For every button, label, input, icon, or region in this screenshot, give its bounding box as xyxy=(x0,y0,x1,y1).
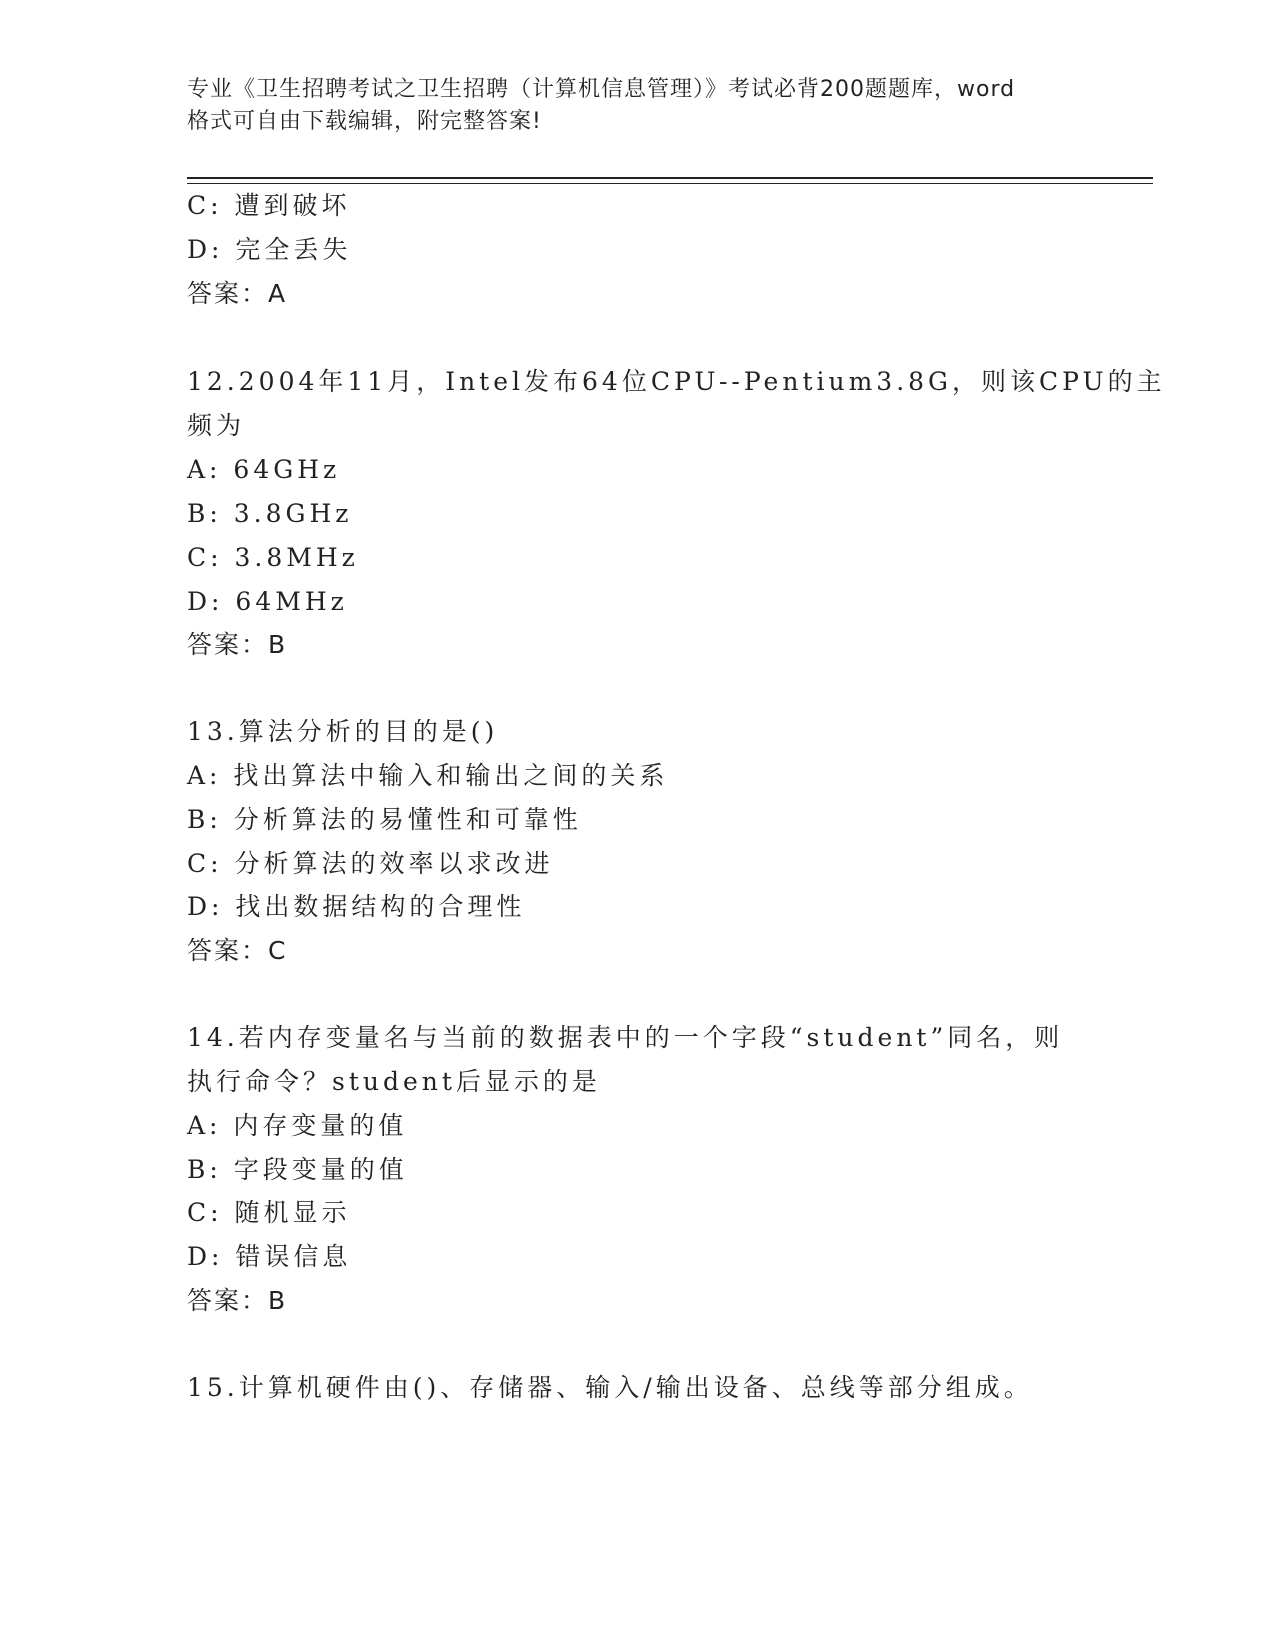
header-divider-thin xyxy=(187,183,1153,184)
q11-option-c: C: 遭到破坏 xyxy=(187,191,351,220)
document-header xyxy=(187,74,1087,138)
q13-question: 13.算法分析的目的是() xyxy=(187,717,499,746)
q11-answer: 答案：A xyxy=(187,279,288,308)
q13-option-a: A: 找出算法中输入和输出之间的关系 xyxy=(187,761,669,790)
q12-option-a: A: 64GHz xyxy=(187,455,341,484)
q13-answer: 答案：C xyxy=(187,936,288,965)
header-divider-thick xyxy=(187,177,1153,179)
q14-answer: 答案：B xyxy=(187,1286,288,1315)
q12-option-d: D: 64MHz xyxy=(187,587,348,616)
q11-option-d: D: 完全丢失 xyxy=(187,235,352,264)
q12-question-line-1: 12.2004年11月，Intel发布64位CPU--Pentium3.8G，则该CPU的主 xyxy=(187,367,1166,396)
q12-option-b: B: 3.8GHz xyxy=(187,499,353,528)
q14-question-line-2: 执行命令？student后显示的是 xyxy=(187,1067,601,1096)
q14-option-b: B: 字段变量的值 xyxy=(187,1155,408,1184)
header-line-1: 专业《卫生招聘考试之卫生招聘（计算机信息管理）》考试必背200题题库，word xyxy=(187,77,1016,102)
q15-question: 15.计算机硬件由()、存储器、输入/输出设备、总线等部分组成。 xyxy=(187,1373,1033,1402)
q13-option-b: B: 分析算法的易懂性和可靠性 xyxy=(187,805,582,834)
q12-question-line-2: 频为 xyxy=(187,411,246,440)
header-line-2: 格式可自由下载编辑，附完整答案! xyxy=(187,109,542,134)
q12-answer: 答案：B xyxy=(187,630,288,659)
q13-option-d: D: 找出数据结构的合理性 xyxy=(187,892,526,921)
q14-option-c: C: 随机显示 xyxy=(187,1198,351,1227)
q13-option-c: C: 分析算法的效率以求改进 xyxy=(187,849,554,878)
q12-option-c: C: 3.8MHz xyxy=(187,543,359,572)
q14-question-line-1: 14.若内存变量名与当前的数据表中的一个字段“student”同名，则 xyxy=(187,1023,1064,1052)
q14-option-a: A: 内存变量的值 xyxy=(187,1111,408,1140)
q14-option-d: D: 错误信息 xyxy=(187,1242,352,1271)
